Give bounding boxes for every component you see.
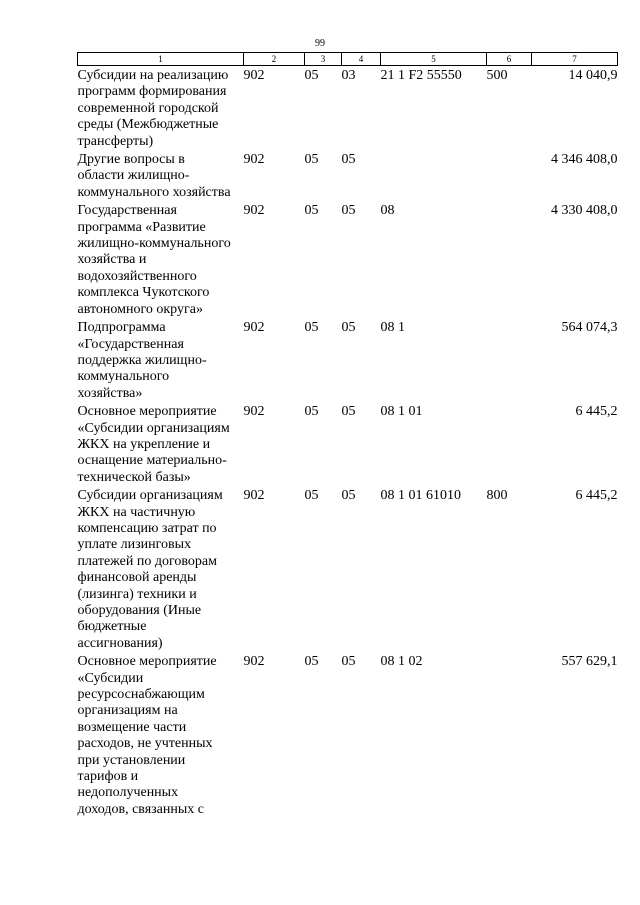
table-row xyxy=(78,486,618,652)
expense-name-line: при установлении xyxy=(77,752,186,768)
grbs-code-cell: 902 xyxy=(243,152,265,168)
expense-name-line: среды (Межбюджетные xyxy=(77,117,219,133)
grbs-code-cell: 902 xyxy=(243,488,265,504)
expense-name-line: расходов, не учтенных xyxy=(77,736,213,752)
expense-name-line: Основное мероприятие xyxy=(77,654,217,670)
column-number: 3 xyxy=(305,53,342,66)
expense-name-line: бюджетные xyxy=(77,619,147,635)
amount-cell: 557 629,1 xyxy=(561,654,618,670)
target-article-cell: 21 1 F2 55550 xyxy=(380,68,462,83)
table-body xyxy=(78,66,618,819)
amount-cell: 6 445,2 xyxy=(575,488,618,504)
expense-name-line: уплате лизинговых xyxy=(77,537,192,553)
expense-name-line: «Государственная xyxy=(77,336,184,352)
expense-name-line: хозяйства» xyxy=(77,385,143,401)
grbs-code-cell: 902 xyxy=(243,404,265,420)
expense-name-line: технической базы» xyxy=(77,469,191,485)
expense-name-cell xyxy=(78,652,244,818)
table-row xyxy=(78,652,618,818)
expense-name-line: оборудования (Иные xyxy=(77,603,202,618)
expense-name-line: оснащение материально- xyxy=(77,453,227,469)
expense-type-cell: 800 xyxy=(486,488,508,504)
expense-name-line: ЖКХ на частичную xyxy=(77,504,196,520)
section-code-cell: 05 xyxy=(304,654,319,670)
expense-name-line: недополученных xyxy=(77,785,179,801)
subsection-code-cell: 05 xyxy=(341,404,356,420)
section-code-cell: 05 xyxy=(304,68,319,83)
expense-name-line: возмещение части xyxy=(77,719,187,735)
section-code-cell: 05 xyxy=(304,203,319,219)
expense-name-cell xyxy=(78,201,244,318)
amount-cell: 14 040,9 xyxy=(568,68,618,83)
subsection-code-cell: 05 xyxy=(341,488,356,504)
column-number: 4 xyxy=(342,53,381,66)
grbs-code-cell: 902 xyxy=(243,68,265,83)
expense-name-line: Субсидии на реализацию xyxy=(77,68,229,83)
expense-name-cell xyxy=(78,318,244,402)
target-article-cell: 08 1 02 xyxy=(380,654,423,670)
expense-type-cell xyxy=(487,402,532,486)
expense-name-line: программ формирования xyxy=(77,84,227,100)
target-article-cell: 08 1 01 xyxy=(380,404,423,420)
expense-name-cell xyxy=(78,402,244,486)
subsection-code-cell: 03 xyxy=(341,68,356,83)
table-row xyxy=(78,402,618,486)
expense-name-line: Государственная xyxy=(77,203,177,219)
expense-name-line: доходов, связанных с xyxy=(77,801,204,817)
section-code-cell: 05 xyxy=(304,488,319,504)
target-article-cell: 08 xyxy=(380,203,395,219)
amount-cell: 4 346 408,0 xyxy=(551,152,618,168)
expense-name-line: финансовой аренды xyxy=(77,570,197,586)
expense-name-line: платежей по договорам xyxy=(77,553,217,569)
expense-type-cell xyxy=(487,201,532,318)
amount-cell: 6 445,2 xyxy=(575,404,618,420)
target-article-cell: 08 1 01 61010 xyxy=(380,488,461,504)
expense-name-line: хозяйства и xyxy=(77,252,147,268)
expense-name-cell xyxy=(78,150,244,201)
expense-name-line: (лизинга) техники и xyxy=(77,586,197,602)
subsection-code-cell: 05 xyxy=(341,320,356,336)
section-code-cell: 05 xyxy=(304,320,319,336)
target-article-cell: 08 1 xyxy=(380,320,405,336)
expense-name-line: Основное мероприятие xyxy=(77,404,217,420)
expense-name-line: современной городской xyxy=(77,100,219,116)
expense-type-cell xyxy=(487,652,532,818)
expense-name-line: водохозяйственного xyxy=(77,268,197,284)
column-number-row xyxy=(78,53,618,66)
expense-name-line: Другие вопросы в xyxy=(77,152,185,168)
expense-name-line: тарифов и xyxy=(77,769,139,785)
subsection-code-cell: 05 xyxy=(341,654,356,670)
page-number: 99 xyxy=(315,38,325,49)
column-number: 7 xyxy=(532,53,618,66)
column-number: 1 xyxy=(78,53,244,66)
table-row xyxy=(78,201,618,318)
expense-type-cell: 500 xyxy=(486,68,508,83)
expense-name-line: программа «Развитие xyxy=(77,219,206,235)
expense-name-line: коммунального xyxy=(77,369,170,385)
budget-table xyxy=(77,52,618,818)
target-article-cell xyxy=(381,150,487,201)
table-row xyxy=(78,150,618,201)
subsection-code-cell: 05 xyxy=(341,152,356,168)
amount-cell: 564 074,3 xyxy=(561,320,618,336)
subsection-code-cell: 05 xyxy=(341,203,356,219)
expense-name-line: организациям на xyxy=(77,703,178,719)
column-number: 2 xyxy=(244,53,305,66)
expense-name-line: компенсацию затрат по xyxy=(77,520,217,536)
column-number: 6 xyxy=(487,53,532,66)
expense-name-line: поддержка жилищно- xyxy=(77,352,207,368)
column-number: 5 xyxy=(381,53,487,66)
grbs-code-cell: 902 xyxy=(243,654,265,670)
expense-name-line: коммунального хозяйства xyxy=(77,184,231,200)
section-code-cell: 05 xyxy=(304,152,319,168)
expense-name-line: области жилищно- xyxy=(77,168,190,184)
expense-name-line: ассигнования) xyxy=(77,635,163,651)
expense-name-line: «Субсидии xyxy=(77,670,144,686)
expense-name-line: ресурсоснабжающим xyxy=(77,687,205,703)
expense-name-line: «Субсидии организациям xyxy=(77,420,230,436)
expense-name-line: Подпрограмма xyxy=(77,320,166,336)
section-code-cell: 05 xyxy=(304,404,319,420)
table-row xyxy=(78,66,618,151)
expense-name-line: комплекса Чукотского xyxy=(77,285,210,301)
expense-name-line: автономного округа» xyxy=(77,301,203,317)
expense-name-cell xyxy=(78,486,244,652)
expense-type-cell xyxy=(487,318,532,402)
expense-name-line: Субсидии организациям xyxy=(77,488,223,504)
expense-name-cell xyxy=(78,66,244,151)
expense-name-line: жилищно-коммунального xyxy=(77,236,231,252)
grbs-code-cell: 902 xyxy=(243,320,265,336)
expense-name-line: ЖКХ на укрепление и xyxy=(77,436,211,452)
expense-type-cell xyxy=(487,150,532,201)
amount-cell: 4 330 408,0 xyxy=(551,203,618,219)
expense-name-line: трансферты) xyxy=(77,133,154,149)
grbs-code-cell: 902 xyxy=(243,203,265,219)
table-row xyxy=(78,318,618,402)
